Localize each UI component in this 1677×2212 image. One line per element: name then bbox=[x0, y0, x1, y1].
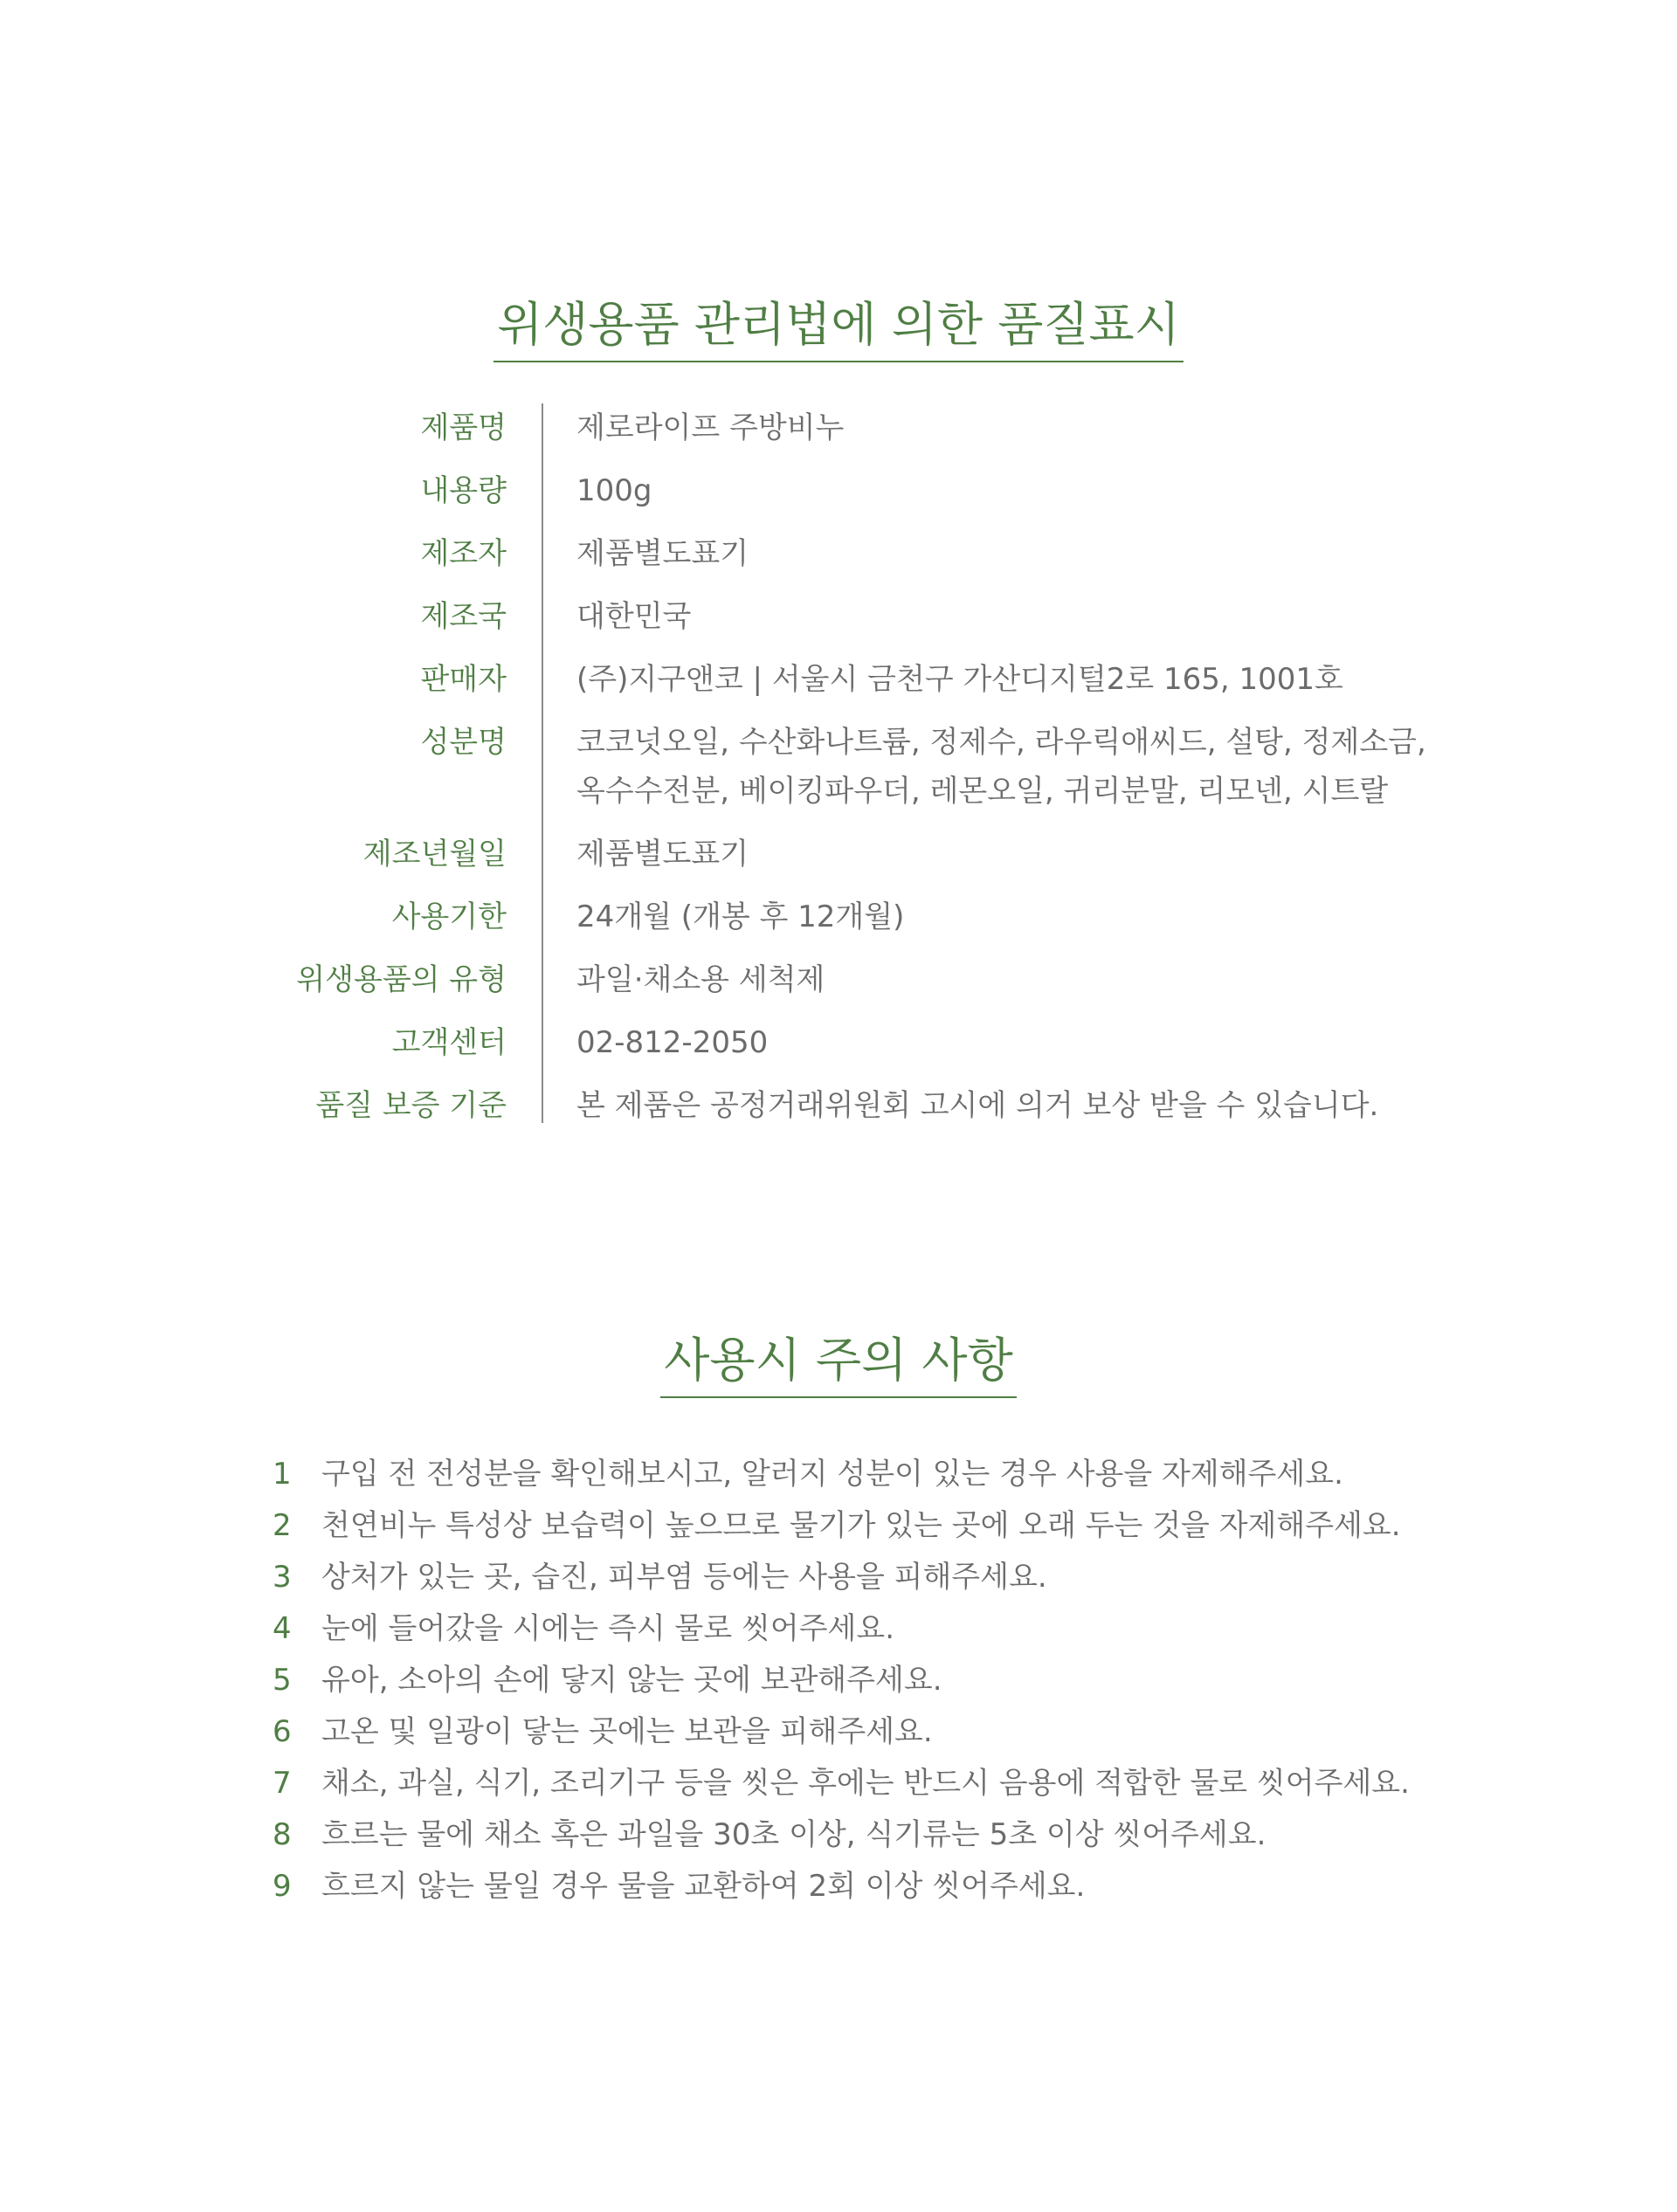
ingredients-line-1: 코코넛오일, 수산화나트륨, 정제수, 라우릭애씨드, 설탕, 정제소금, bbox=[576, 725, 1426, 760]
quality-section-header bbox=[0, 297, 1677, 362]
caution-section-header bbox=[0, 1333, 1677, 1398]
quality-section-title: 위생용품 관리법에 의한 품질표시 bbox=[493, 297, 1184, 362]
caution-number: 3 bbox=[273, 1560, 292, 1595]
caution-text: 채소, 과실, 식기, 조리기구 등을 씻은 후에는 반드시 음용에 적합한 물로 씻어주세요. bbox=[321, 1766, 1410, 1801]
caution-number: 9 bbox=[273, 1869, 292, 1904]
caution-text: 흐르지 않는 물일 경우 물을 교환하여 2회 이상 씻어주세요. bbox=[321, 1869, 1086, 1904]
spec-label: 내용량 bbox=[420, 473, 507, 508]
spec-row-product-name bbox=[0, 403, 1677, 466]
spec-row-volume bbox=[0, 466, 1677, 529]
caution-text: 상처가 있는 곳, 습진, 피부염 등에는 사용을 피해주세요. bbox=[321, 1560, 1047, 1595]
caution-number: 1 bbox=[273, 1457, 292, 1492]
caution-number: 5 bbox=[273, 1663, 292, 1698]
spec-row-manufacturer bbox=[0, 529, 1677, 592]
spec-label: 제조자 bbox=[420, 536, 507, 571]
spec-label: 고객센터 bbox=[391, 1025, 507, 1060]
spec-row-ingredients bbox=[0, 718, 1677, 830]
spec-value: 02-812-2050 bbox=[576, 1025, 769, 1060]
caution-number: 8 bbox=[273, 1817, 292, 1852]
spec-label: 사용기한 bbox=[391, 899, 507, 934]
spec-value: 과일·채소용 세척제 bbox=[576, 962, 825, 997]
caution-text: 천연비누 특성상 보습력이 높으므로 물기가 있는 곳에 오래 두는 것을 자제해주세요. bbox=[321, 1508, 1401, 1543]
caution-text: 흐르는 물에 채소 혹은 과일을 30초 이상, 식기류는 5초 이상 씻어주세요. bbox=[321, 1817, 1266, 1852]
spec-label: 판매자 bbox=[420, 662, 507, 697]
caution-text: 구입 전 전성분을 확인해보시고, 알러지 성분이 있는 경우 사용을 자제해주세요. bbox=[321, 1457, 1343, 1492]
spec-row-customer-center bbox=[0, 1018, 1677, 1081]
spec-value: 제품별도표기 bbox=[576, 536, 749, 571]
spec-row-expiry bbox=[0, 892, 1677, 955]
ingredients-line-2: 옥수수전분, 베이킹파우더, 레몬오일, 귀리분말, 리모넨, 시트랄 bbox=[576, 774, 1389, 809]
spec-value: 본 제품은 공정거래위원회 고시에 의거 보상 받을 수 있습니다. bbox=[576, 1088, 1379, 1123]
caution-text: 고온 및 일광이 닿는 곳에는 보관을 피해주세요. bbox=[321, 1714, 933, 1749]
caution-section-title: 사용시 주의 사항 bbox=[660, 1333, 1016, 1398]
spec-label: 성분명 bbox=[420, 725, 507, 760]
spec-row-country bbox=[0, 592, 1677, 655]
spec-row-product-type bbox=[0, 955, 1677, 1018]
spec-label: 품질 보증 기준 bbox=[315, 1088, 507, 1123]
spec-value: 제품별도표기 bbox=[576, 837, 749, 872]
spec-row-manufacture-date bbox=[0, 830, 1677, 892]
caution-number: 2 bbox=[273, 1508, 292, 1543]
caution-number: 7 bbox=[273, 1766, 292, 1801]
spec-label: 위생용품의 유형 bbox=[296, 962, 507, 997]
spec-row-seller bbox=[0, 655, 1677, 718]
caution-number: 4 bbox=[273, 1611, 292, 1646]
spec-value: 24개월 (개봉 후 12개월) bbox=[576, 899, 905, 934]
spec-label: 제조년월일 bbox=[362, 837, 507, 872]
spec-value: 100g bbox=[576, 473, 652, 508]
caution-number: 6 bbox=[273, 1714, 292, 1749]
spec-value bbox=[576, 718, 1426, 816]
spec-label: 제조국 bbox=[420, 599, 507, 634]
spec-value: 대한민국 bbox=[576, 599, 692, 634]
spec-label: 제품명 bbox=[420, 410, 507, 445]
spec-row-quality-guarantee bbox=[0, 1081, 1677, 1144]
spec-value: (주)지구앤코 | 서울시 금천구 가산디지털2로 165, 1001호 bbox=[576, 662, 1343, 697]
caution-text: 눈에 들어갔을 시에는 즉시 물로 씻어주세요. bbox=[321, 1611, 895, 1646]
spec-value: 제로라이프 주방비누 bbox=[576, 410, 845, 445]
caution-text: 유아, 소아의 손에 닿지 않는 곳에 보관해주세요. bbox=[321, 1663, 942, 1698]
spec-table bbox=[0, 403, 1677, 1144]
